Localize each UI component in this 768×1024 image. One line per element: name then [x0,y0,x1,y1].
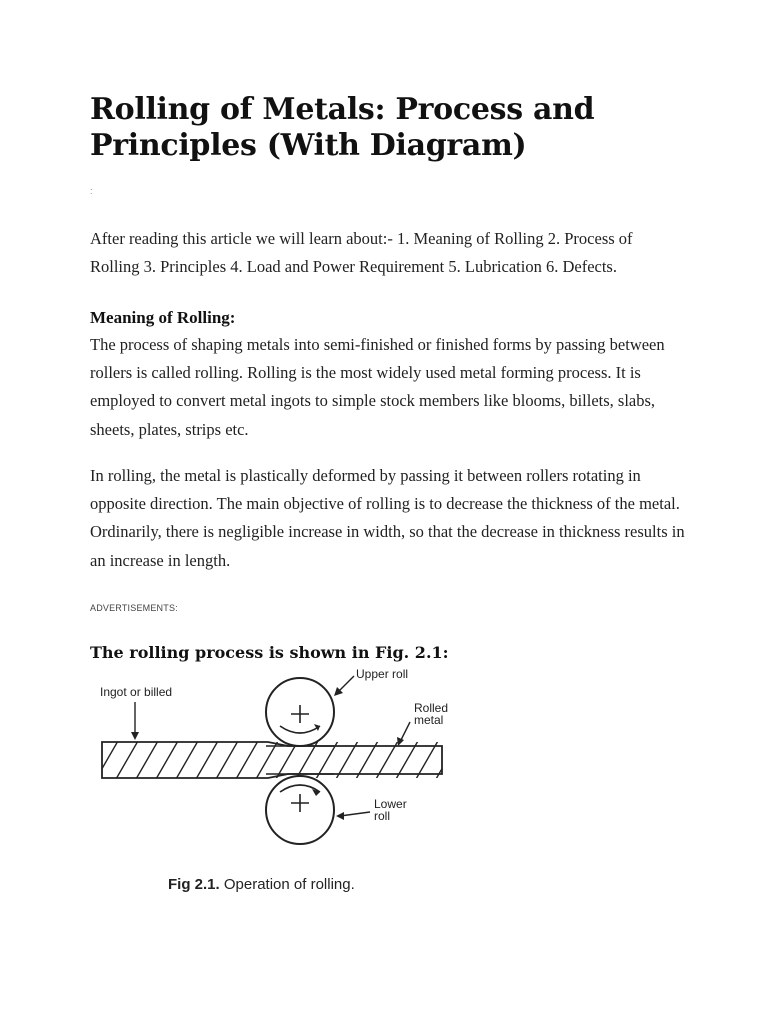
rolling-diagram [88,660,458,860]
figure-caption [168,876,355,893]
label-lower: Lower [374,797,407,811]
label-upper-roll: Upper roll [356,667,409,681]
separator: : [90,186,93,196]
label-roll: roll [374,809,391,823]
figure-heading: The rolling process is shown in Fig. 2.1: [90,643,449,662]
ads-label: ADVERTISEMENTS: [90,603,178,613]
article-title: Rolling of Metals: Process and Principles (With Diagram) [90,92,595,163]
caption-number: Fig 2.1. [168,876,220,893]
caption-text: Operation of rolling. [219,876,355,893]
label-ingot: Ingot or billed [100,685,173,699]
label-rolled: Rolled [414,701,449,715]
label-metal: metal [414,713,444,727]
upper-roll [266,678,334,746]
paragraph-meaning: The process of shaping metals into semi-finished or finished forms by passing between rollers is called rolling. Rolling is the most widely used metal forming process. It is employed to convert metal ingots to simple stock members like blooms, billets, slabs, sheets, plates, strips etc. [90,335,665,439]
paragraph-deformation: In rolling, the metal is plastically deformed by passing it between rollers rotating in opposite direction. The main objective of rolling is to decrease the thickness of the metal. Ordinarily, there is negligible increase in width, so that the decrease in thickness results in an increase in length. [90,466,685,570]
section-heading: Meaning of Rolling: [90,308,236,327]
slab-outline [102,742,442,778]
intro-paragraph: After reading this article we will learn about:- 1. Meaning of Rolling 2. Process of Rolling 3. Principles 4. Load and Power Requirement 5. Lubrication 6. Defects. [90,229,633,277]
lower-roll [266,776,334,844]
